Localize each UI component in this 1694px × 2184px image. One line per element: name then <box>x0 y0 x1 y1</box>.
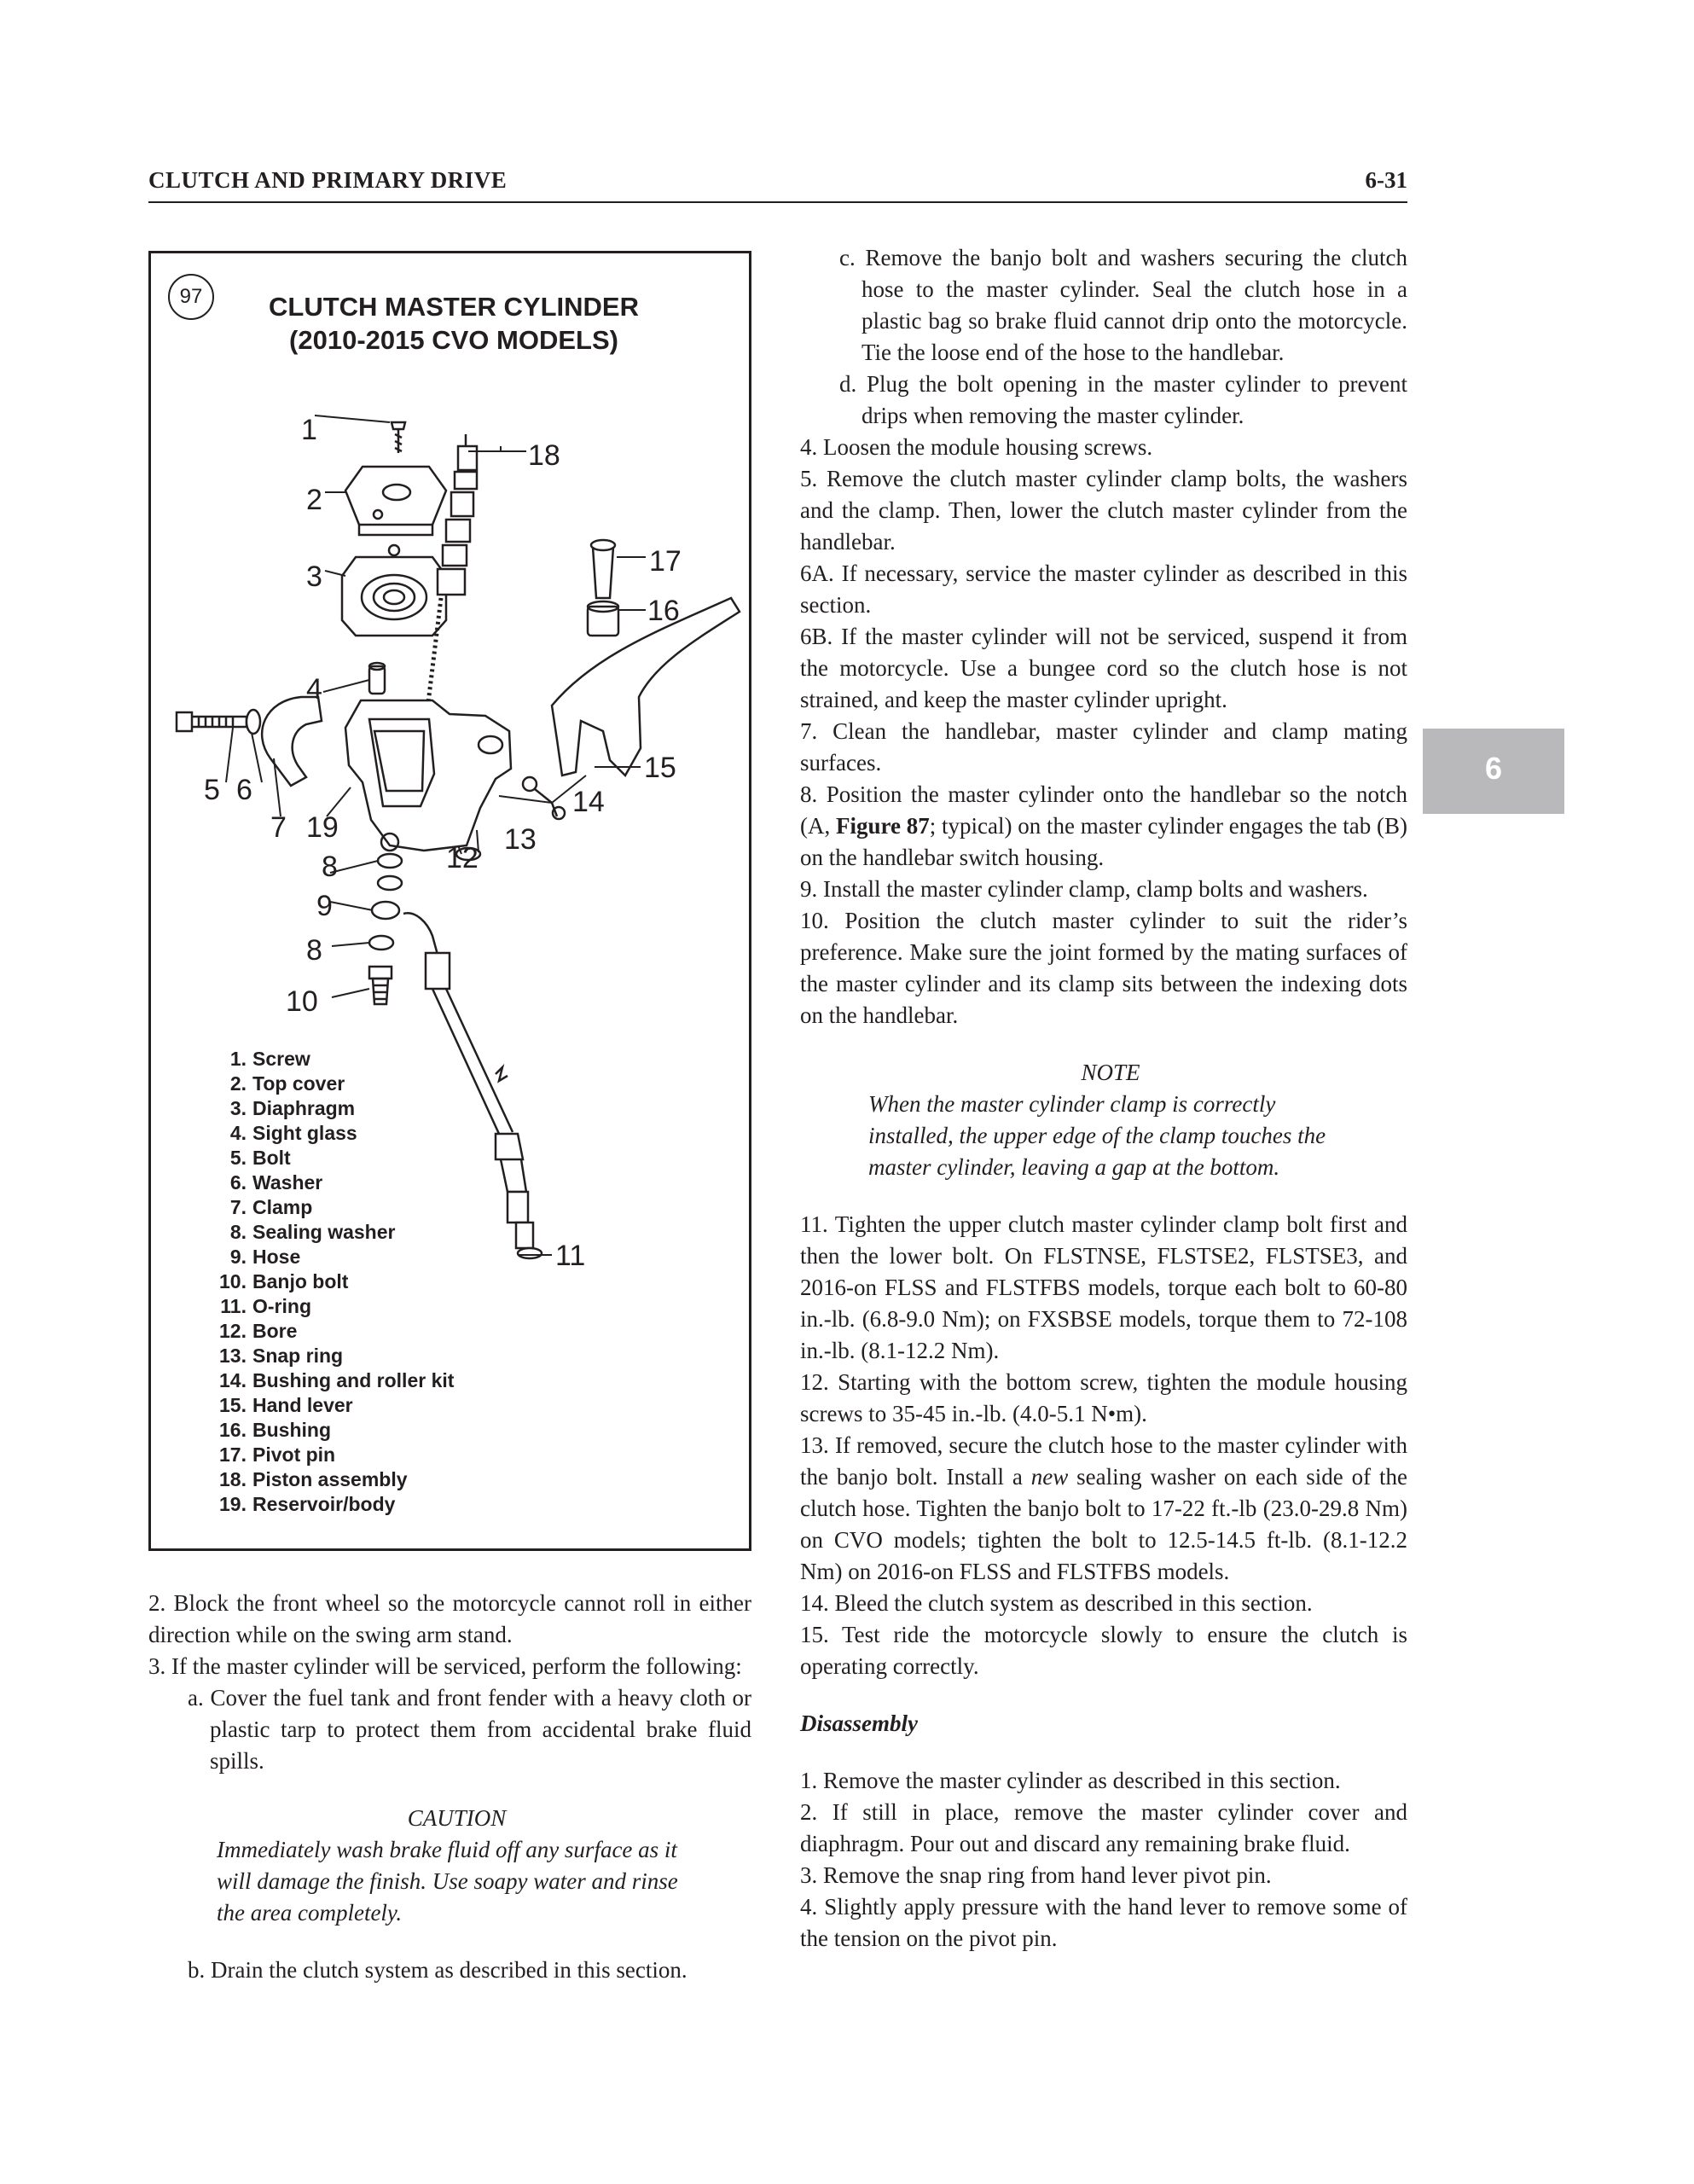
parts-legend-item <box>212 1269 454 1294</box>
hand-lever-part <box>552 598 740 775</box>
step-11: 11. Tighten the upper clutch master cylinder clamp bolt first and then the lower bolt. On FLSTNSE, FLSTSE2, FLSTSE3, and 2016-on FLSS and FLSTFBS models, torque each bolt to 60-80 in.-lb. (6.8-9.0 Nm); on FXSBSE models, torque them to 72-108 in.-lb. (8.1-12.2 Nm). <box>800 1211 1407 1363</box>
sealing-washer-lower <box>369 936 393 950</box>
step-13-text-b: sealing washer on each side of the clutch hose. Tighten the banjo bolt to 17-22 ft.-lb (23.0-29.8 Nm) on CVO models; tighten the bolt to 12.5-14.5 ft-lb. (8.1-12.2 Nm) on 2016-on FLSS and FLSTFBS models. <box>800 1464 1407 1584</box>
parts-legend-number: 15. <box>219 1394 247 1416</box>
parts-legend-item <box>212 1096 454 1121</box>
parts-legend-name: Hose <box>252 1246 301 1268</box>
callout-4: 4 <box>306 673 322 706</box>
parts-legend-number: 19. <box>219 1493 247 1515</box>
figure-reference: Figure 87 <box>836 813 930 839</box>
parts-legend-item <box>212 1047 454 1072</box>
parts-legend-item <box>212 1443 454 1467</box>
caution-block <box>148 1803 751 1929</box>
callout-14: 14 <box>572 786 605 818</box>
parts-legend-name: Bushing <box>252 1419 331 1441</box>
step-13 <box>800 1430 1407 1588</box>
step-14: 14. Bleed the clutch system as described in this section. <box>800 1590 1313 1616</box>
parts-legend-name: Hand lever <box>252 1394 353 1416</box>
step-8 <box>800 779 1407 874</box>
step-3b: b. Drain the clutch system as described in this section. <box>188 1957 687 1983</box>
parts-legend-item <box>212 1195 454 1220</box>
parts-legend-item <box>212 1146 454 1170</box>
disassembly-step-4: 4. Slightly apply pressure with the hand lever to remove some of the tension on the pivot pin. <box>800 1894 1407 1951</box>
parts-legend-name: Washer <box>252 1171 323 1194</box>
step-12: 12. Starting with the bottom screw, tighten the module housing screws to 35-45 in.-lb. (4.0-5.1 N•m). <box>800 1369 1407 1426</box>
screw-part <box>392 422 405 453</box>
parts-legend-name: Sealing washer <box>252 1221 396 1243</box>
figure-number: 97 <box>168 274 214 320</box>
disassembly-step-3: 3. Remove the snap ring from hand lever pivot pin. <box>800 1862 1272 1888</box>
parts-legend-name: O-ring <box>252 1295 311 1317</box>
callout-11: 11 <box>555 1240 586 1272</box>
pivot-pin-part <box>591 540 615 598</box>
parts-legend-item <box>212 1245 454 1269</box>
parts-legend-item <box>212 1368 454 1393</box>
callout-7: 7 <box>270 811 287 844</box>
parts-legend-item <box>212 1492 454 1517</box>
callout-19: 19 <box>306 811 339 844</box>
bolt-part <box>177 712 247 731</box>
chapter-tab <box>1423 729 1564 814</box>
step-5: 5. Remove the clutch master cylinder clamp bolts, the washers and the clamp. Then, lower the clutch master cylinder from the handlebar. <box>800 466 1407 555</box>
sight-glass-part <box>369 663 385 694</box>
parts-legend-number: 2. <box>229 1072 247 1095</box>
chapter-tab-label: 6 <box>1484 751 1503 786</box>
step-9: 9. Install the master cylinder clamp, clamp bolts and washers. <box>800 876 1368 902</box>
note-heading: NOTE <box>1081 1060 1140 1085</box>
callout-3: 3 <box>306 561 322 593</box>
sealing-washer-upper2 <box>378 876 402 890</box>
parts-legend <box>212 1047 454 1517</box>
page-number: 6-31 <box>1365 167 1407 193</box>
washer-part <box>247 710 260 734</box>
parts-legend-name: Snap ring <box>252 1345 344 1367</box>
disassembly-heading: Disassembly <box>800 1711 918 1736</box>
parts-legend-item <box>212 1220 454 1245</box>
parts-legend-number: 4. <box>229 1122 247 1144</box>
parts-legend-name: Clamp <box>252 1196 313 1218</box>
parts-legend-number: 11. <box>220 1295 247 1317</box>
parts-legend-item <box>212 1170 454 1195</box>
callout-1: 1 <box>301 414 317 446</box>
parts-legend-number: 10. <box>219 1270 247 1292</box>
step-4: 4. Loosen the module housing screws. <box>800 434 1153 460</box>
parts-legend-number: 18. <box>219 1468 247 1490</box>
parts-legend-number: 6. <box>229 1171 247 1194</box>
parts-legend-name: Bolt <box>252 1147 291 1169</box>
parts-legend-number: 12. <box>219 1320 247 1342</box>
parts-legend-name: Bore <box>252 1320 298 1342</box>
left-column <box>148 1588 751 1986</box>
parts-legend-number: 16. <box>219 1419 247 1441</box>
parts-legend-name: Reservoir/body <box>252 1493 396 1515</box>
parts-legend-number: 14. <box>219 1369 247 1391</box>
figure-title-line1: CLUTCH MASTER CYLINDER <box>269 292 639 322</box>
diaphragm-part <box>342 545 446 636</box>
disassembly-step-2: 2. If still in place, remove the master cylinder cover and diaphragm. Pour out and discard any remaining brake fluid. <box>800 1799 1407 1856</box>
right-column <box>800 242 1407 1955</box>
parts-legend-item <box>212 1467 454 1492</box>
callout-5: 5 <box>204 774 220 806</box>
note-text: When the master cylinder clamp is correctly installed, the upper edge of the clamp touches the master cylinder, leaving a gap at the bottom. <box>868 1091 1326 1180</box>
callout-16: 16 <box>647 595 680 627</box>
parts-legend-item <box>212 1393 454 1418</box>
parts-legend-number: 3. <box>229 1097 247 1119</box>
step-7: 7. Clean the handlebar, master cylinder and clamp mating surfaces. <box>800 718 1407 775</box>
parts-legend-number: 17. <box>219 1443 247 1466</box>
parts-legend-number: 9. <box>229 1246 247 1268</box>
parts-legend-name: Banjo bolt <box>252 1270 349 1292</box>
clamp-part <box>262 697 322 786</box>
step-13-italic: new <box>1030 1464 1069 1490</box>
caution-heading: CAUTION <box>407 1805 507 1831</box>
chapter-title: CLUTCH AND PRIMARY DRIVE <box>148 167 508 193</box>
parts-legend-name: Pivot pin <box>252 1443 336 1466</box>
step-13-text-a: 13. If removed, secure the clutch hose to the master cylinder with the banjo bolt. Install a <box>800 1432 1407 1490</box>
step-2: 2. Block the front wheel so the motorcycle cannot roll in either direction while on the swing arm stand. <box>148 1590 751 1647</box>
step-3a: a. Cover the fuel tank and front fender with a heavy cloth or plastic tarp to protect them from accidental brake fluid spills. <box>188 1685 751 1774</box>
parts-legend-item <box>212 1121 454 1146</box>
parts-legend-number: 1. <box>229 1048 247 1070</box>
step-3d: d. Plug the bolt opening in the master cylinder to prevent drips when removing the master cylinder. <box>839 371 1407 428</box>
top-cover-part <box>345 467 446 535</box>
step-3c: c. Remove the banjo bolt and washers securing the clutch hose to the master cylinder. Seal the clutch hose in a plastic bag so brake fluid cannot drip onto the motorcycle. Tie the loose end of the hose to the handlebar. <box>839 245 1407 365</box>
step-3: 3. If the master cylinder will be serviced, perform the following: <box>148 1653 742 1679</box>
parts-legend-name: Screw <box>252 1048 310 1070</box>
parts-legend-item <box>212 1319 454 1344</box>
parts-legend-item <box>212 1418 454 1443</box>
callout-6: 6 <box>236 774 252 806</box>
step-6a: 6A. If necessary, service the master cylinder as described in this section. <box>800 561 1407 618</box>
parts-legend-name: Sight glass <box>252 1122 357 1144</box>
parts-legend-name: Top cover <box>252 1072 345 1095</box>
parts-legend-name: Bushing and roller kit <box>252 1369 455 1391</box>
step-10: 10. Position the clutch master cylinder to suit the rider’s preference. Make sure the joint formed by the mating surfaces of the master cylinder and its clamp sits between the indexing dots on the handlebar. <box>800 908 1407 1028</box>
callout-9: 9 <box>316 890 333 922</box>
callout-2: 2 <box>306 484 322 516</box>
parts-legend-name: Diaphragm <box>252 1097 356 1119</box>
callout-8b: 8 <box>306 934 322 967</box>
callout-15: 15 <box>644 752 676 784</box>
parts-legend-number: 5. <box>229 1147 247 1169</box>
step-6b: 6B. If the master cylinder will not be serviced, suspend it from the motorcycle. Use a bungee cord so the clutch hose is not strained, and keep the master cylinder upright. <box>800 624 1407 712</box>
bushing-part <box>588 601 618 636</box>
parts-legend-number: 8. <box>229 1221 247 1243</box>
figure-title-line2: (2010-2015 CVO MODELS) <box>289 325 618 355</box>
parts-legend-name: Piston assembly <box>252 1468 408 1490</box>
parts-legend-item <box>212 1344 454 1368</box>
hose-fitting <box>372 902 399 919</box>
step-15: 15. Test ride the motorcycle slowly to ensure the clutch is operating correctly. <box>800 1622 1407 1679</box>
sealing-washer-upper <box>378 854 402 868</box>
parts-legend-item <box>212 1072 454 1096</box>
parts-legend-item <box>212 1294 454 1319</box>
parts-legend-number: 13. <box>219 1345 247 1367</box>
callout-12: 12 <box>446 842 479 874</box>
callout-17: 17 <box>649 545 682 578</box>
callout-8a: 8 <box>322 851 338 883</box>
step-8-text-a: 8. Position the master cylinder onto the handlebar so the notch (A, <box>800 781 1407 839</box>
callout-10: 10 <box>286 985 318 1018</box>
caution-text: Immediately wash brake fluid off any surface as it will damage the finish. Use soapy water and rinse the area completely. <box>217 1837 678 1926</box>
o-ring-part <box>518 1248 542 1258</box>
banjo-bolt-part <box>369 967 392 1004</box>
figure-box <box>148 251 751 1551</box>
reservoir-body-part <box>345 700 511 851</box>
callout-13: 13 <box>504 823 537 856</box>
callout-18: 18 <box>528 439 560 472</box>
disassembly-step-1: 1. Remove the master cylinder as described in this section. <box>800 1768 1341 1793</box>
running-header <box>148 167 1407 203</box>
parts-legend-number: 7. <box>229 1196 247 1218</box>
step-8-text-b: ; typical) on the master cylinder engages the tab (B) on the handlebar switch housing. <box>800 813 1407 870</box>
note-block <box>800 1057 1407 1183</box>
